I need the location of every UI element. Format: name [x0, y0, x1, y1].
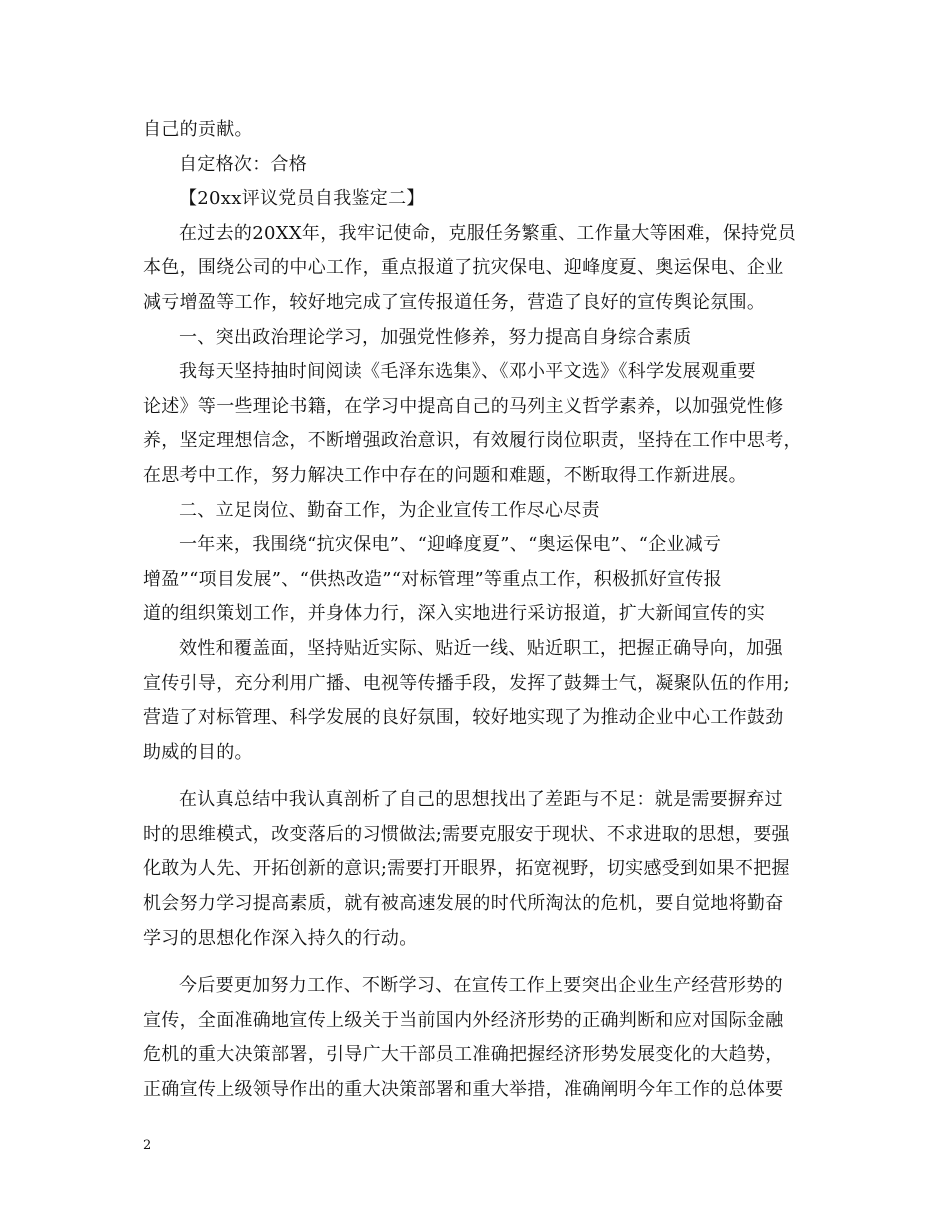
- text-line: 宣传引导，充分利用广播、电视等传播手段，发挥了鼓舞士气，凝聚队伍的作用;: [143, 672, 790, 694]
- subheading: 一、突出政治理论学习，加强党性修养，努力提高自身综合素质: [179, 326, 692, 348]
- text-line: 在过去的20XX年，我牢记使命，克服任务繁重、工作量大等困难，保持党员: [179, 222, 797, 244]
- text-line: 化敢为人先、开拓创新的意识;需要打开眼界，拓宽视野，切实感受到如果不把握: [143, 858, 790, 880]
- text-line: 养，坚定理想信念，不断增强政治意识，有效履行岗位职责，坚持在工作中思考，: [143, 430, 802, 452]
- text-line: 营造了对标管理、科学发展的良好氛围，较好地实现了为推动企业中心工作鼓劲: [143, 707, 784, 729]
- text-line: 危机的重大决策部署，引导广大干部员工准确把握经济形势发展变化的大趋势，: [143, 1044, 784, 1066]
- text-line: 助威的目的。: [143, 741, 253, 763]
- text-line: 机会努力学习提高素质，就有被高速发展的时代所淘汰的危机，要自觉地将勤奋: [143, 893, 784, 915]
- text-line: 宣传，全面准确地宣传上级关于当前国内外经济形势的正确判断和应对国际金融: [143, 1009, 784, 1031]
- text-line: 自己的贡献。: [143, 119, 253, 140]
- text-line: 正确宣传上级领导作出的重大决策部署和重大举措，准确阐明今年工作的总体要: [143, 1079, 784, 1101]
- text-line: 时的思维模式，改变落后的习惯做法;需要克服安于现状、不求进取的思想，要强: [143, 823, 790, 845]
- page-number: 2: [143, 1138, 152, 1153]
- text-line: 本色，围绕公司的中心工作，重点报道了抗灾保电、迎峰度夏、奥运保电、企业: [143, 257, 784, 279]
- text-line: 在思考中工作，努力解决工作中存在的问题和难题，不断取得工作新进展。: [143, 464, 747, 486]
- text-line: 效性和覆盖面，坚持贴近实际、贴近一线、贴近职工，把握正确导向，加强: [179, 637, 783, 659]
- text-line: 增盈”“项目发展”、“供热改造”“对标管理”等重点工作，积极抓好宣传报: [143, 568, 722, 590]
- text-line: 减亏增盈等工作，较好地完成了宣传报道任务，营造了良好的宣传舆论氛围。: [143, 291, 766, 313]
- text-line: 今后要更加努力工作、不断学习、在宣传工作上要突出企业生产经营形势的: [179, 975, 783, 997]
- text-line: 自定格次：合格: [179, 153, 308, 175]
- text-line: 我每天坚持抽时间阅读《毛泽东选集》、《邓小平文选》《科学发展观重要: [179, 361, 756, 383]
- text-line: 道的组织策划工作，并身体力行，深入实地进行采访报道，扩大新闻宣传的实: [143, 603, 766, 625]
- text-line: 一年来，我围绕“抗灾保电”、“迎峰度夏”、“奥运保电”、“企业减亏: [179, 534, 722, 556]
- document-body: [143, 113, 818, 1108]
- text-line: 论述》等一些理论书籍，在学习中提高自己的马列主义哲学素养，以加强党性修: [143, 395, 784, 417]
- text-line: 在认真总结中我认真剖析了自己的思想找出了差距与不足：就是需要摒弃过: [179, 789, 783, 811]
- section-heading: 【20xx评议党员自我鉴定二】: [179, 188, 425, 210]
- text-line: 学习的思想化作深入持久的行动。: [143, 927, 418, 949]
- subheading: 二、立足岗位、勤奋工作，为企业宣传工作尽心尽责: [179, 499, 600, 521]
